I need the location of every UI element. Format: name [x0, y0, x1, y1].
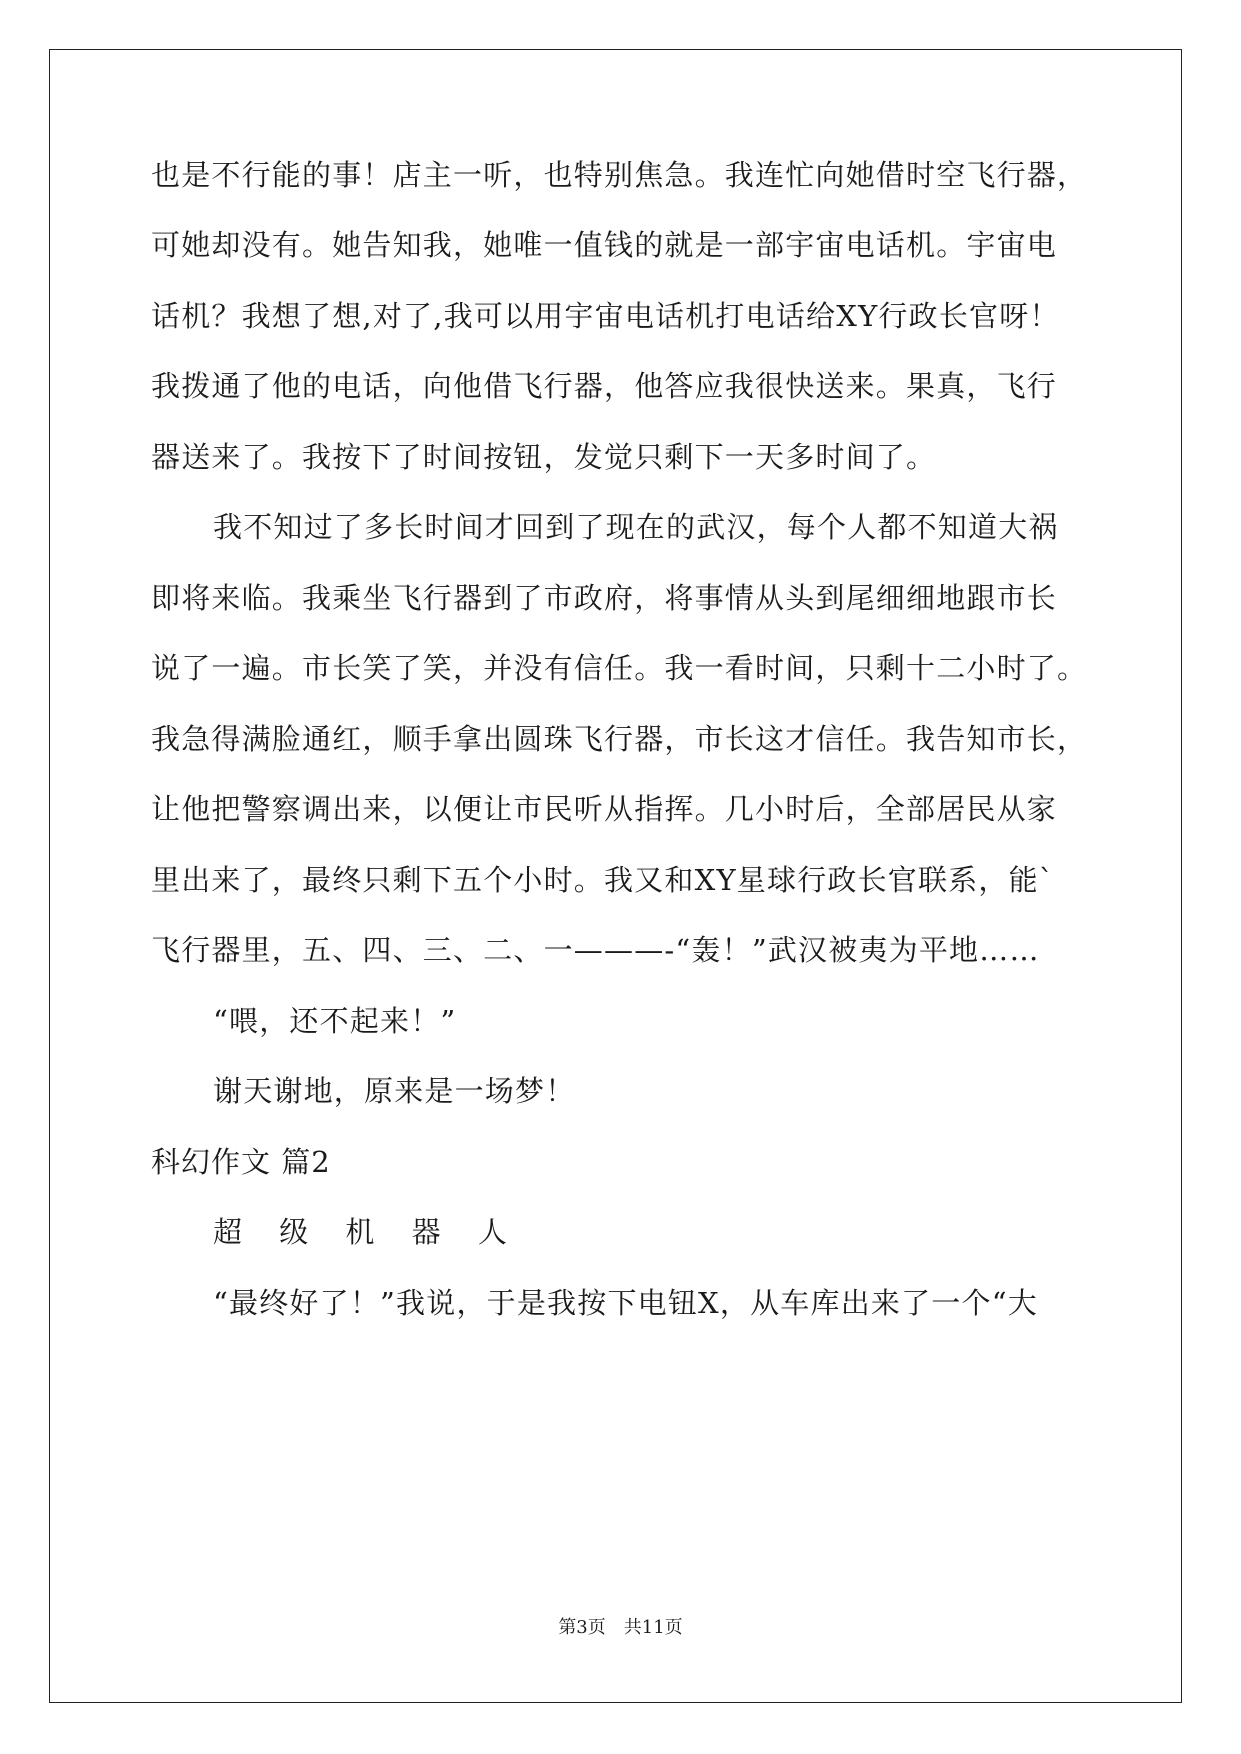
section-heading: 科幻作文 篇2 [151, 1145, 331, 1179]
text-line: 我急得满脸通红，顺手拿出圆珠飞行器，市长这才信任。我告知市长， [151, 722, 1088, 756]
paragraph-start-line: “最终好了！”我说，于是我按下电钮X，从车库出来了一个“大 [213, 1286, 1038, 1320]
text-line: 飞行器里，五、四、三、二、一———-“轰！”武汉被夷为平地…… [151, 933, 1040, 967]
essay-title: 超 级 机 器 人 [213, 1215, 521, 1249]
text-line: 话机？我想了想,对了,我可以用宇宙电话机打电话给XY行政长官呀！ [151, 299, 1060, 333]
text-line: 我拨通了他的电话，向他借飞行器，他答应我很快送来。果真，飞行 [151, 369, 1058, 403]
text-line: 可她却没有。她告知我，她唯一值钱的就是一部宇宙电话机。宇宙电 [151, 228, 1058, 262]
dialogue-line: “喂，还不起来！” [213, 1004, 457, 1038]
text-line: 让他把警察调出来，以便让市民听从指挥。几小时后，全部居民从家 [151, 792, 1058, 826]
text-line: 说了一遍。市长笑了笑，并没有信任。我一看时间，只剩十二小时了。 [151, 651, 1088, 685]
text-line: 即将来临。我乘坐飞行器到了市政府，将事情从头到尾细细地跟市长 [151, 581, 1058, 615]
paragraph-line: 谢天谢地，原来是一场梦！ [213, 1074, 576, 1108]
text-line: 也是不行能的事！店主一听，也特别焦急。我连忙向她借时空飞行器， [151, 158, 1088, 192]
text-line: 器送来了。我按下了时间按钮，发觉只剩下一天多时间了。 [151, 440, 937, 474]
text-line: 里出来了，最终只剩下五个小时。我又和XY星球行政长官联系，能` [151, 863, 1055, 897]
page-number: 第3页 共11页 [558, 1617, 683, 1638]
paragraph-start-line: 我不知过了多长时间才回到了现在的武汉，每个人都不知道大祸 [213, 510, 1059, 544]
